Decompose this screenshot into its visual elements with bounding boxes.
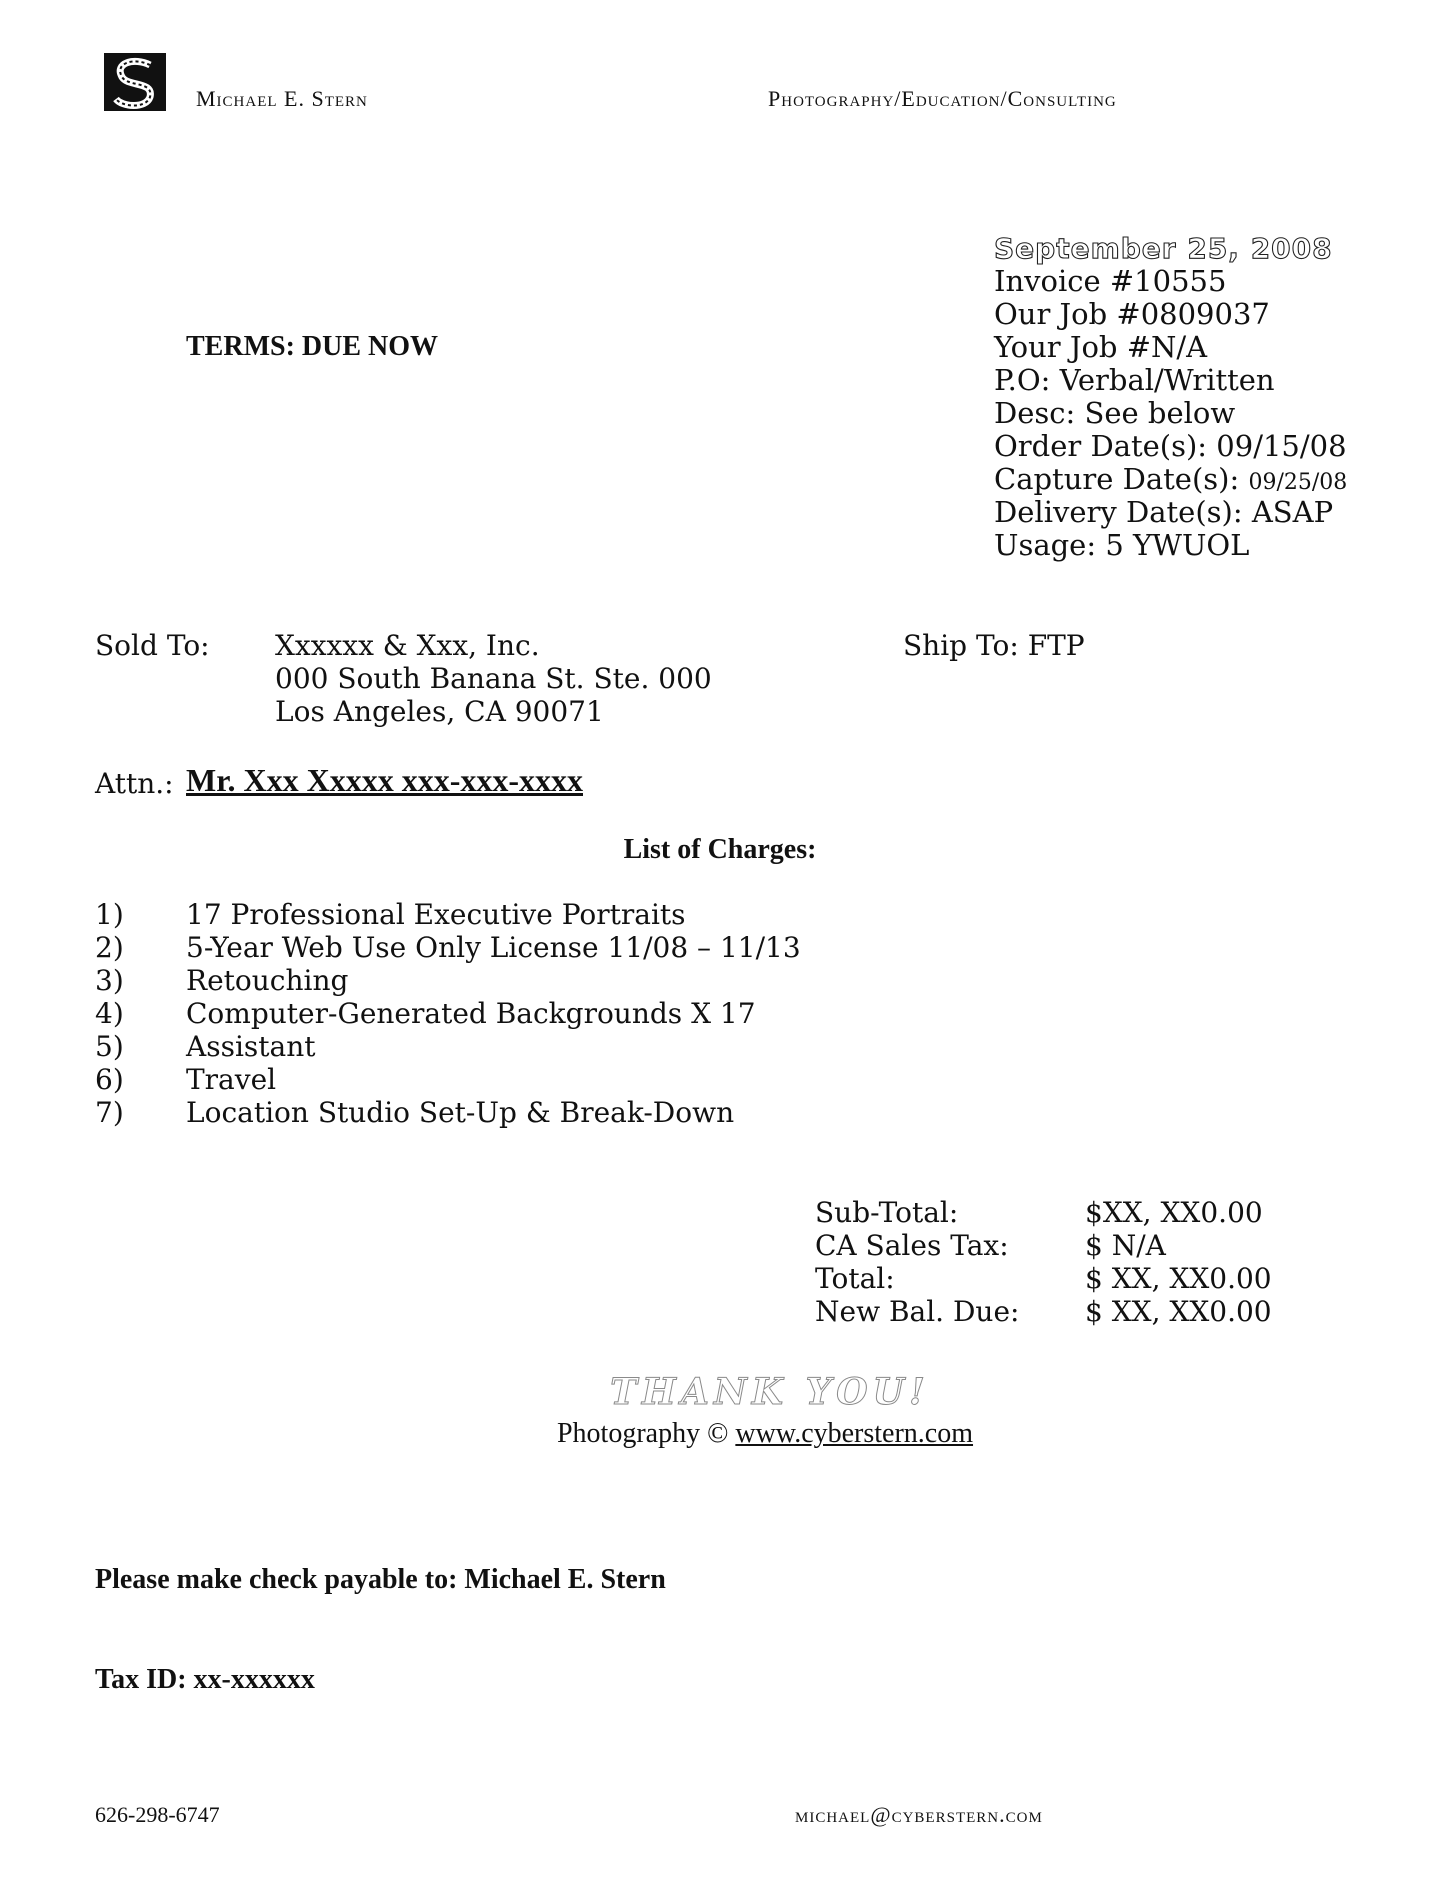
tax-id: Tax ID: xx-xxxxxx — [95, 1664, 315, 1695]
sold-to-address — [275, 629, 712, 728]
footer-email: michael@cyberstern.com — [795, 1802, 1043, 1827]
order-date: Order Date(s): 09/15/08 — [994, 429, 1347, 463]
delivery-date: Delivery Date(s): ASAP — [994, 495, 1334, 529]
list-item — [95, 997, 801, 1030]
totals-value: $XX, XX0.00 — [1085, 1196, 1263, 1229]
charges-heading: List of Charges: — [623, 834, 817, 865]
address-line: Xxxxxx & Xxx, Inc. — [275, 629, 540, 662]
website-link[interactable]: www.cyberstern.com — [735, 1418, 974, 1449]
totals-table — [815, 1196, 1272, 1328]
item-text: Assistant — [186, 1030, 316, 1063]
totals-label: Sub-Total: — [815, 1196, 959, 1229]
list-item — [95, 898, 801, 931]
address-line: 000 South Banana St. Ste. 000 — [275, 662, 712, 695]
brand-name: Michael E. Stern — [196, 86, 368, 111]
item-number: 5) — [95, 1030, 124, 1063]
capture-date — [994, 463, 1347, 496]
item-number: 2) — [95, 931, 124, 964]
invoice-meta — [994, 232, 1347, 562]
description: Desc: See below — [994, 396, 1236, 430]
footer-phone: 626-298-6747 — [95, 1802, 220, 1827]
brand-tagline: Photography/Education/Consulting — [768, 86, 1117, 111]
usage: Usage: 5 YWUOL — [994, 528, 1250, 562]
totals-value: $ XX, XX0.00 — [1085, 1295, 1272, 1328]
attn-contact: Mr. Xxx Xxxxx xxx-xxx-xxxx — [186, 762, 583, 798]
list-item — [95, 1096, 801, 1129]
payment-terms: TERMS: DUE NOW — [186, 331, 439, 362]
item-number: 4) — [95, 997, 124, 1030]
address-line: Los Angeles, CA 90071 — [275, 695, 604, 728]
totals-value: $ N/A — [1085, 1229, 1166, 1262]
list-item — [95, 964, 801, 997]
totals-row — [815, 1262, 1272, 1295]
item-number: 3) — [95, 964, 124, 997]
list-item — [95, 931, 801, 964]
ship-to: Ship To: FTP — [903, 629, 1085, 662]
invoice-number: Invoice #10555 — [994, 264, 1227, 298]
item-text: 17 Professional Executive Portraits — [186, 898, 686, 931]
list-item — [95, 1030, 801, 1063]
photo-credit — [0, 1418, 1440, 1450]
totals-label: CA Sales Tax: — [815, 1229, 1009, 1262]
item-number: 7) — [95, 1096, 124, 1129]
invoice-date: September 25, 2008 — [994, 232, 1333, 265]
payable-to: Please make check payable to: Michael E. Stern — [95, 1564, 666, 1595]
sold-to-label: Sold To: — [95, 629, 210, 662]
item-text: Computer-Generated Backgrounds X 17 — [186, 997, 756, 1030]
capture-date-label: Capture Date(s): — [994, 462, 1249, 496]
credit-prefix: Photography © — [556, 1418, 736, 1449]
capture-date-value: 09/25/08 — [1248, 470, 1348, 495]
item-number: 1) — [95, 898, 124, 931]
our-job-number: Our Job #0809037 — [994, 297, 1270, 331]
totals-row — [815, 1229, 1272, 1262]
item-number: 6) — [95, 1063, 124, 1096]
attn-label: Attn.: — [95, 767, 174, 800]
list-item — [95, 1063, 801, 1096]
totals-row — [815, 1196, 1272, 1229]
totals-label: Total: — [815, 1262, 895, 1295]
thank-you-text: THANK YOU! — [610, 1371, 930, 1413]
totals-value: $ XX, XX0.00 — [1085, 1262, 1272, 1295]
item-text: Travel — [186, 1063, 277, 1096]
totals-row — [815, 1295, 1272, 1328]
item-text: Retouching — [186, 964, 349, 997]
your-job-number: Your Job #N/A — [994, 330, 1208, 364]
item-text: Location Studio Set-Up & Break-Down — [186, 1096, 735, 1129]
item-text: 5-Year Web Use Only License 11/08 – 11/13 — [186, 931, 801, 964]
purchase-order: P.O: Verbal/Written — [994, 363, 1275, 397]
film-strip-s-logo-icon — [104, 53, 166, 111]
charges-list — [95, 898, 801, 1129]
totals-label: New Bal. Due: — [815, 1295, 1020, 1328]
